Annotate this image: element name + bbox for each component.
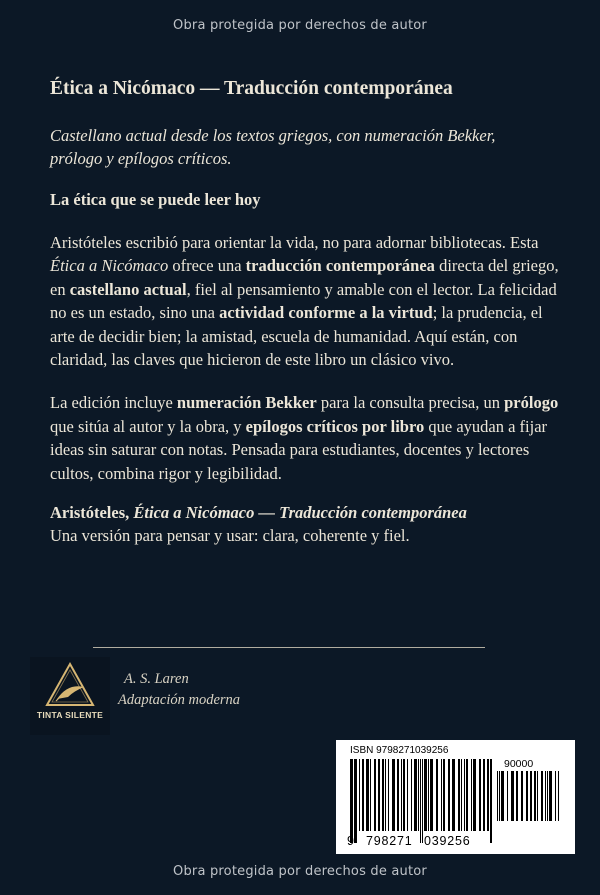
- p2-bold-epilogues: epílogos críticos por libro: [245, 416, 425, 436]
- barcode-bar: [430, 759, 433, 831]
- barcode-bar: [511, 771, 514, 821]
- p2-text-5: que sitúa al autor y la obra, y: [50, 416, 246, 436]
- addon-barcode-bars: [497, 771, 561, 833]
- barcode-bar: [473, 759, 476, 831]
- price-addon-code: 90000: [504, 758, 534, 770]
- barcode-bar: [483, 759, 485, 831]
- barcode-bar: [366, 759, 369, 831]
- closing-block: [50, 501, 560, 548]
- barcode-bar: [397, 759, 399, 831]
- barcode-bar: [414, 759, 417, 831]
- barcode-bar: [466, 759, 468, 831]
- barcode-bar: [443, 759, 445, 831]
- p1-bold-translation: traducción contemporánea: [245, 256, 435, 276]
- adapter-name: A. S. Laren: [124, 671, 189, 687]
- barcode-bar: [441, 759, 442, 831]
- publisher-logo: [30, 657, 110, 735]
- description-paragraph-1: [50, 231, 560, 371]
- barcode-bar: [436, 759, 438, 831]
- barcode-bar: [490, 759, 492, 843]
- barcode-bars: [350, 759, 492, 843]
- barcode-bar: [501, 771, 504, 821]
- barcode-bar: [407, 759, 408, 831]
- barcode-bar: [530, 771, 532, 821]
- barcode-bar: [362, 759, 364, 831]
- p2-text-3: para la consulta precisa, un: [316, 393, 505, 413]
- barcode-bar: [378, 759, 380, 831]
- barcode-bar: [461, 759, 462, 831]
- barcode-bar: [521, 771, 523, 821]
- barcode-bar: [558, 771, 559, 821]
- barcode-bar: [420, 759, 421, 843]
- barcode-bar: [403, 759, 405, 831]
- isbn-barcode: [336, 740, 575, 854]
- barcode-bar: [388, 759, 389, 831]
- p1-text-5: directa del griego, en: [50, 256, 559, 299]
- p2-bold-prologue: prólogo: [504, 393, 559, 413]
- description-paragraph-2: [50, 391, 560, 485]
- barcode-bar: [507, 771, 508, 821]
- barcode-bar: [549, 771, 552, 821]
- barcode-bar: [359, 759, 360, 831]
- barcode-bar: [541, 771, 543, 821]
- back-cover-text: [50, 76, 560, 548]
- barcode-digit-first: 9: [347, 834, 355, 848]
- barcode-bar: [354, 759, 357, 843]
- barcode-bar: [471, 759, 472, 831]
- section-heading: La ética que se puede leer hoy: [50, 190, 261, 209]
- barcode-bar: [555, 771, 556, 821]
- book-subtitle: [50, 124, 560, 170]
- p1-bold-virtue: actividad conforme a la virtud: [219, 303, 433, 323]
- barcode-bar: [534, 771, 536, 821]
- p2-text-7: que ayudan a fijar ideas sin saturar con notas. Pensada para estudiantes, docentes y lectores cultos, combina rigor y legibilidad.: [50, 416, 548, 483]
- p1-text-7: , fiel al pensamiento y amable con el lector. La felicidad no es un estado, sino una: [50, 279, 557, 323]
- barcode-bar: [497, 771, 498, 821]
- barcode-bar: [424, 759, 427, 831]
- barcode-bar: [448, 759, 450, 831]
- barcode-bar: [452, 759, 455, 831]
- barcode-bar: [422, 759, 423, 843]
- barcode-bar: [418, 759, 419, 831]
- barcode-bar: [458, 759, 460, 831]
- barcode-bar: [382, 759, 384, 831]
- barcode-bar: [374, 759, 376, 831]
- barcode-bar: [428, 759, 429, 831]
- barcode-bar: [392, 759, 395, 831]
- barcode-bar: [350, 759, 353, 843]
- adaptation-label: Adaptación moderna: [118, 692, 241, 708]
- subtitle-line-2: prólogo y epílogos críticos.: [50, 149, 232, 168]
- barcode-bar: [370, 759, 371, 831]
- barcode-bar: [411, 759, 412, 831]
- closing-author: Aristóteles,: [50, 503, 134, 523]
- watermark-bottom: Obra protegida por derechos de autor: [173, 864, 427, 879]
- barcode-bar: [499, 771, 500, 821]
- p1-work-title: Ética a Nicómaco: [50, 256, 169, 276]
- divider-line: [93, 647, 485, 648]
- barcode-bar: [547, 771, 548, 821]
- isbn-label: ISBN 9798271039256: [350, 745, 449, 756]
- barcode-bar: [516, 771, 518, 821]
- barcode-digits-group-1: 798271: [366, 834, 413, 848]
- p1-text-3: ofrece una: [168, 256, 246, 276]
- barcode-bar: [526, 771, 528, 821]
- watermark-top: Obra protegida por derechos de autor: [173, 18, 427, 33]
- triangle-pen-icon: [44, 661, 96, 709]
- subtitle-line-1: Castellano actual desde los textos griegos, con numeración Bekker,: [50, 126, 496, 145]
- barcode-digits-group-2: 039256: [424, 834, 471, 848]
- p2-bold-bekker: numeración Bekker: [176, 393, 317, 413]
- barcode-bar: [537, 771, 538, 821]
- barcode-bar: [385, 759, 386, 831]
- barcode-bar: [545, 771, 546, 821]
- publisher-logo-text: TINTA SILENTE: [36, 710, 104, 720]
- p1-bold-language: castellano actual: [69, 279, 187, 299]
- p2-text-1: La edición incluye: [50, 393, 177, 413]
- closing-work-title: Ética a Nicómaco — Traducción contemporánea: [133, 503, 467, 523]
- barcode-bar: [464, 759, 465, 831]
- p1-text-9: ; la prudencia, el arte de decidir bien; la amistad, escuela de humanidad. Aquí están, con claridad, las claves que hicieron de este libro un clásico vivo.: [50, 303, 543, 370]
- p1-text-1: Aristóteles escribió para orientar la vida, no para adornar bibliotecas. Esta: [50, 233, 539, 252]
- book-title: Ética a Nicómaco — Traducción contemporánea: [50, 78, 453, 99]
- barcode-bar: [401, 759, 402, 831]
- barcode-bar: [487, 759, 489, 831]
- barcode-bar: [479, 759, 481, 831]
- closing-tagline: Una versión para pensar y usar: clara, coherente y fiel.: [50, 526, 410, 546]
